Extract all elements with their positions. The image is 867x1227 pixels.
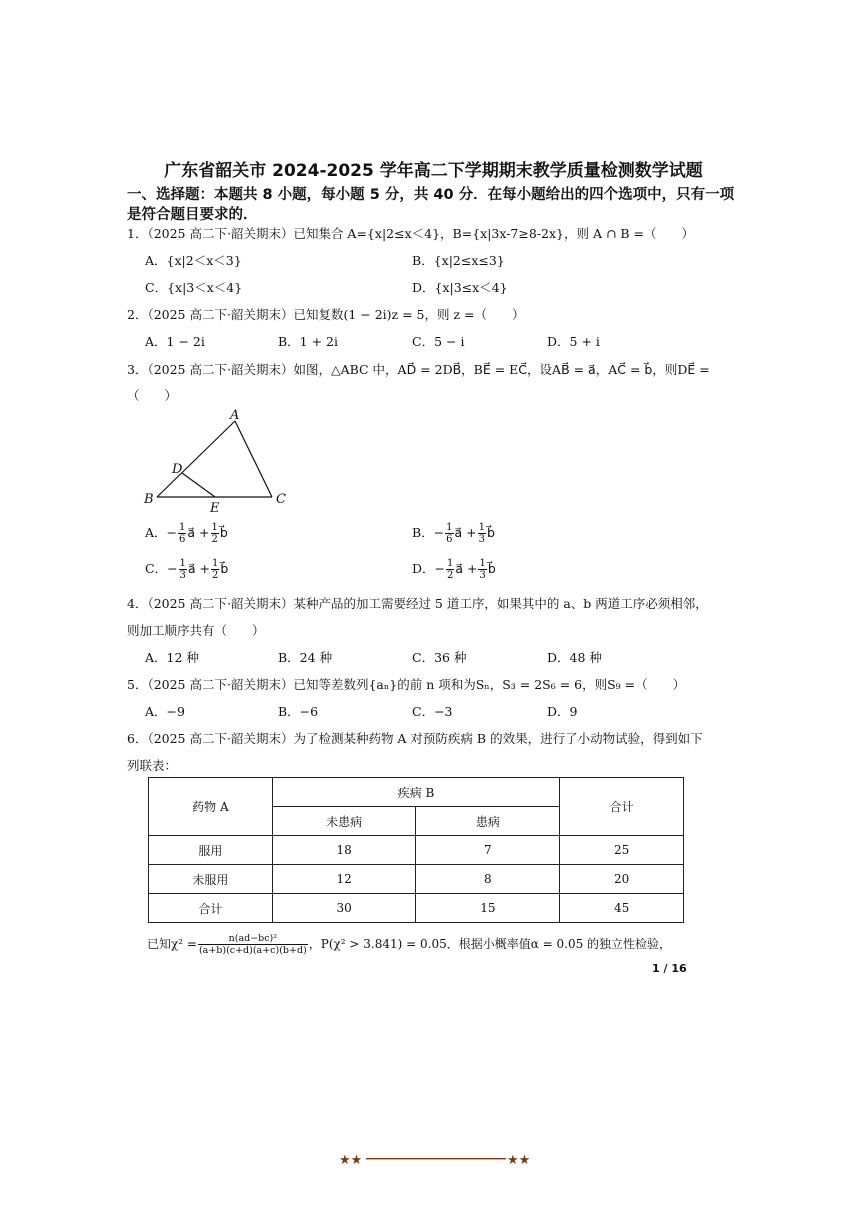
- q3-d-mid: a⃗ +: [455, 561, 478, 576]
- q3-b-fraction-2: [478, 522, 486, 545]
- q3-b-f2-den: 3: [478, 534, 486, 545]
- q5-option-b: B．−6: [278, 704, 319, 719]
- q3-b-f2-num: 1: [478, 522, 486, 533]
- question-2-stem: 2．（2025 高二下·韶关期末）已知复数(1 − 2i)z = 5，则 z =（ ）: [127, 307, 525, 322]
- q3-a-end: b⃗: [219, 525, 228, 540]
- q3-a-fraction-2: [211, 522, 219, 545]
- divider-line: [366, 1158, 506, 1159]
- label-point-d: D: [172, 462, 183, 477]
- q3-b-mid: a⃗ +: [454, 525, 477, 540]
- q5-option-a: A．−9: [145, 704, 185, 719]
- header-sick: 患病: [416, 807, 560, 836]
- header-not-sick: 未患病: [272, 807, 416, 836]
- q3-a-fraction-1: [178, 522, 186, 545]
- label-vertex-a: A: [230, 408, 240, 423]
- formula-numerator: n(ad−bc)²: [198, 933, 308, 945]
- q2-option-a: A．1 − 2i: [145, 334, 205, 349]
- q3-d-prefix: D．−: [412, 561, 445, 576]
- q3-c-f1-den: 3: [179, 570, 186, 581]
- q3-c-fraction-1: [179, 558, 187, 581]
- q3-b-f1-den: 6: [446, 534, 453, 545]
- q3-c-mid: a⃗ +: [187, 561, 211, 576]
- q3-d-f1-num: 1: [447, 558, 454, 569]
- question-6-stem-line1: 6．（2025 高二下·韶关期末）为了检测某种药物 A 对预防疾病 B 的效果，进行了小动物试验，得到如下: [127, 731, 703, 746]
- cell: 8: [416, 865, 560, 894]
- q3-d-f2-den: 3: [479, 570, 486, 581]
- q3-a-f2-num: 1: [211, 522, 218, 533]
- q4-option-b: B．24 种: [278, 650, 333, 665]
- q4-option-a: A．12 种: [145, 650, 199, 665]
- question-6-stem-line2: 列联表：: [127, 758, 178, 773]
- q3-a-f1-num: 1: [179, 522, 186, 533]
- header-drug: 药物 A: [149, 778, 273, 836]
- formula-denominator: (a+b)(c+d)(a+c)(b+d): [198, 945, 307, 956]
- q4-option-d: D．48 种: [547, 650, 602, 665]
- q1-option-c: C．{x|3＜x＜4}: [145, 280, 243, 295]
- segment-de: [182, 473, 215, 497]
- page-title: 广东省韶关市 2024-2025 学年高二下学期期末教学质量检测数学试题: [164, 161, 703, 181]
- section-heading-line2: 是符合题目要求的．: [127, 207, 258, 223]
- cell: 25: [560, 836, 684, 865]
- question-4-stem-line1: 4．（2025 高二下·韶关期末）某种产品的加工需要经过 5 道工序，如果其中的 a、b 两道工序必须相邻，: [127, 596, 708, 611]
- q2-option-d: D．5 + i: [547, 334, 600, 349]
- q3-d-fraction-1: [446, 558, 454, 581]
- q5-option-c: C．−3: [412, 704, 453, 719]
- q3-c-f1-num: 1: [179, 558, 186, 569]
- row-label: 服用: [149, 836, 273, 865]
- q1-option-b: B．{x|2≤x≤3}: [412, 253, 505, 268]
- cell: 7: [416, 836, 560, 865]
- q3-c-fraction-2: [211, 558, 219, 581]
- q3-option-c: [145, 558, 228, 581]
- label-vertex-c: C: [276, 492, 286, 507]
- formula-suffix: ，P(χ² > 3.841) = 0.05．根据小概率值α = 0.05 的独立性检验，: [308, 937, 672, 951]
- q3-b-end: b⃗: [487, 525, 495, 540]
- q3-c-end: b⃗: [220, 561, 229, 576]
- table-row: [149, 865, 684, 894]
- label-point-e: E: [210, 501, 220, 514]
- q3-d-f1-den: 2: [447, 570, 454, 581]
- cell: 15: [416, 894, 560, 923]
- q3-c-f2-num: 1: [212, 558, 219, 569]
- cell: 18: [272, 836, 416, 865]
- row-label: 合计: [149, 894, 273, 923]
- q3-a-f1-den: 6: [179, 534, 186, 545]
- cell: 45: [560, 894, 684, 923]
- question-1-stem: 1．（2025 高二下·韶关期末）已知集合 A={x|2≤x＜4}，B={x|3x-7≥8-2x}，则 A ∩ B =（ ）: [127, 226, 695, 241]
- cell: 20: [560, 865, 684, 894]
- page-number: 1 / 16: [652, 962, 687, 975]
- question-3-paren: （ ）: [127, 388, 178, 403]
- question-3-stem: 3．（2025 高二下·韶关期末）如图，△ABC 中，AD⃗ = 2DB⃗，BE⃗ = EC⃗，设AB⃗ = a⃗，AC⃗ = b⃗，则DE⃗ =: [127, 362, 710, 377]
- side-ab: [157, 421, 235, 497]
- q3-option-b: [412, 522, 495, 545]
- q3-d-end: b⃗: [487, 561, 496, 576]
- q3-option-d: [412, 558, 496, 581]
- star-icon: ★★: [507, 1153, 531, 1168]
- section-heading-line1: 一、选择题：本题共 8 小题，每小题 5 分，共 40 分．在每小题给出的四个选项中，只有一项: [127, 187, 735, 203]
- question-4-stem-line2: 则加工顺序共有（ ）: [127, 623, 265, 638]
- q3-a-f2-den: 2: [211, 534, 218, 545]
- q3-a-mid: a⃗ +: [187, 525, 210, 540]
- q3-c-prefix: C．−: [145, 561, 178, 576]
- q4-option-c: C．36 种: [412, 650, 467, 665]
- q3-d-f2-num: 1: [479, 558, 486, 569]
- q3-a-prefix: A．−: [145, 525, 178, 540]
- q3-d-fraction-2: [478, 558, 486, 581]
- cell: 12: [272, 865, 416, 894]
- chi-square-formula-line: [147, 933, 671, 956]
- q1-option-a: A．{x|2＜x＜3}: [145, 253, 242, 268]
- header-disease: 疾病 B: [272, 778, 559, 807]
- q3-b-fraction-1: [445, 522, 453, 545]
- row-label: 未服用: [149, 865, 273, 894]
- question-5-stem: 5．（2025 高二下·韶关期末）已知等差数列{aₙ}的前 n 项和为Sₙ，S₃ = 2S₆ = 6，则S₉ =（ ）: [127, 677, 686, 692]
- q2-option-b: B．1 + 2i: [278, 334, 339, 349]
- footer-star-divider: [339, 1149, 532, 1169]
- contingency-table: [148, 777, 684, 923]
- formula-prefix: 已知χ² =: [147, 937, 197, 951]
- label-vertex-b: B: [144, 492, 154, 507]
- q2-option-c: C．5 − i: [412, 334, 465, 349]
- q3-c-f2-den: 2: [212, 570, 219, 581]
- side-ac: [235, 421, 272, 497]
- table-row: [149, 894, 684, 923]
- triangle-figure: [140, 406, 300, 514]
- star-icon: ★★: [339, 1153, 363, 1168]
- q3-b-prefix: B．−: [412, 525, 445, 540]
- chi-square-fraction: [198, 933, 308, 956]
- q3-b-f1-num: 1: [446, 522, 453, 533]
- cell: 30: [272, 894, 416, 923]
- header-total: 合计: [560, 778, 684, 836]
- table-row: [149, 836, 684, 865]
- q5-option-d: D．9: [547, 704, 578, 719]
- q1-option-d: D．{x|3≤x＜4}: [412, 280, 508, 295]
- q3-option-a: [145, 522, 228, 545]
